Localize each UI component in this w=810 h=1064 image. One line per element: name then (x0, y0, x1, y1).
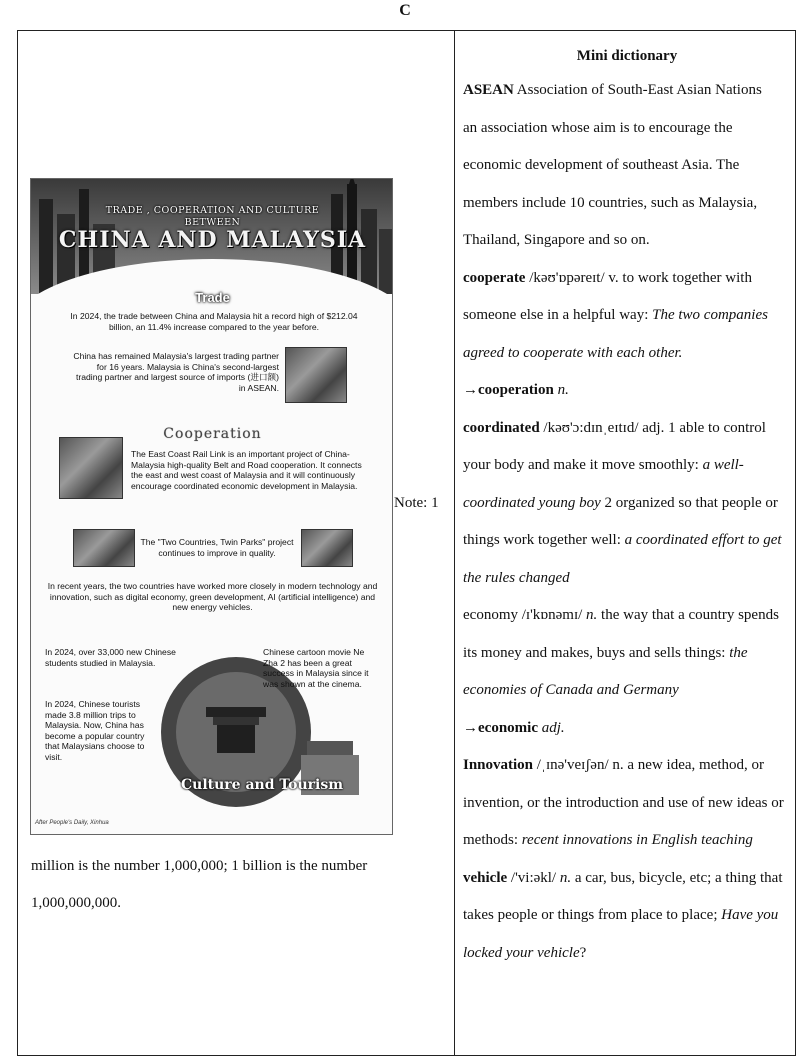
definition: 2 organized so that people or things work together well: (463, 494, 778, 548)
note-label: Note: 1 (394, 495, 439, 511)
expansion: Association of South-East Asian Nations (516, 82, 762, 98)
entry-vehicle (463, 860, 791, 973)
entry-asean-definition: an association whose aim is to encourage the economic development of southeast Asia. The members include 10 countries, such as Malaysia, Thailand, Singapore and so on. (463, 119, 758, 248)
example: a coordinated effort to get the rules changed (463, 532, 782, 586)
poster-cooperation-heading: Cooperation (163, 426, 262, 442)
definition: v. to work together with someone else in a helpful way: (463, 269, 752, 323)
poster-banner-line2: BETWEEN (184, 217, 241, 228)
park-photo-left (73, 529, 135, 567)
definition: n. a new idea, method, or invention, or the introduction and use of new ideas or methods: (463, 757, 784, 848)
section-letter: C (399, 2, 411, 19)
poster-culture-text-2: Chinese cartoon movie Ne Zha 2 has been a great success in Malaysia since it was shown at the cinema. (263, 647, 369, 689)
definition: the way that a country spends its money and makes, buys and sells things: (463, 607, 779, 661)
headword: cooperate (463, 269, 526, 286)
part-of-speech: n. (557, 382, 569, 398)
headword: economy (463, 607, 518, 623)
derived-word: →economic (463, 719, 538, 736)
mini-dictionary (463, 40, 791, 972)
poster-culture-heading: Culture and Tourism (181, 777, 344, 793)
pronunciation: /kəʊ'ɒpəreɪt/ (529, 269, 605, 286)
example: a well-coordinated young boy (463, 457, 744, 511)
entry-innovation (463, 747, 791, 860)
entry-cooperation (463, 372, 791, 410)
definition: adj. 1 able to control your body and make it move smoothly: (463, 419, 766, 473)
poster-main-title: CHINA AND MALAYSIA (58, 227, 367, 253)
headword: Innovation (463, 757, 534, 773)
pronunciation: /ˌɪnə'veɪʃən/ (536, 757, 609, 773)
poster-coop-text-3: In recent years, the two countries have worked more closely in modern technology and innovation, such as digital economy, green development, AI (artificial intelligence) and new energy vehicles. (47, 581, 378, 613)
poster-source: After People's Daily, Xinhua (35, 820, 109, 826)
poster-culture-text-3: In 2024, Chinese tourists made 3.8 million trips to Malaysia. Now, China has become a popular country that Malaysians choose to visit. (45, 699, 145, 762)
park-photo-right (301, 529, 353, 567)
pronunciation: /ɪ'kɒnəmɪ/ (521, 607, 583, 623)
example: recent innovations in English teaching (521, 832, 753, 848)
entry-coordinated (463, 410, 791, 598)
poster-trade-heading: Trade (195, 290, 230, 305)
derived-word: →cooperation (463, 382, 554, 398)
column-divider (454, 30, 455, 1056)
trade-photo (285, 347, 347, 403)
headword: vehicle (463, 869, 508, 886)
example: Have you locked your vehicle (463, 907, 779, 961)
part-of-speech: n. (559, 869, 572, 886)
pronunciation: /'vi:əkl/ (510, 869, 557, 886)
example: the economies of Canada and Germany (463, 644, 748, 698)
headword: coordinated (463, 419, 540, 436)
entry-economic (463, 710, 791, 748)
rail-photo (59, 437, 123, 499)
poster-trade-text-1: In 2024, the trade between China and Malaysia hit a record high of $212.04 billion, an 11.4% increase compared to the year before. (70, 311, 358, 332)
pronunciation: /kəʊ'ɔ:dɪnˌeɪtɪd/ (543, 419, 639, 436)
poster-coop-text-1: The East Coast Rail Link is an important project of China-Malaysia high-quality Belt and Road cooperation. It connects the east and west coast of Malaysia and it will continuously encourage coordinated economic development in Malaysia. (131, 449, 362, 491)
entry-asean (463, 72, 791, 110)
part-of-speech: adj. (541, 719, 565, 736)
punctuation: ? (579, 944, 587, 961)
entry-economy (463, 597, 791, 710)
poster-culture-text-1: In 2024, over 33,000 new Chinese students studied in Malaysia. (45, 647, 176, 668)
dictionary-title: Mini dictionary (576, 48, 678, 64)
poster-coop-text-2: The "Two Countries, Twin Parks" project continues to improve in quality. (140, 537, 294, 558)
headword: ASEAN (463, 82, 514, 98)
poster-image (30, 178, 393, 835)
part-of-speech: n. (586, 607, 598, 623)
definition: a car, bus, bicycle, etc; a thing that takes people or things from place to place; (463, 869, 783, 923)
entry-cooperate (463, 260, 791, 373)
footnote-text: million is the number 1,000,000; 1 billion is the number 1,000,000,000. (31, 858, 368, 911)
poster-trade-text-2: China has remained Malaysia's largest trading partner for 16 years. Malaysia is China's second-largest trading partner and largest source of imports (进口额) in ASEAN. (73, 351, 279, 393)
example: The two companies agreed to cooperate with each other. (463, 307, 768, 361)
poster-banner-line1: TRADE , COOPERATION AND CULTURE (105, 205, 320, 216)
